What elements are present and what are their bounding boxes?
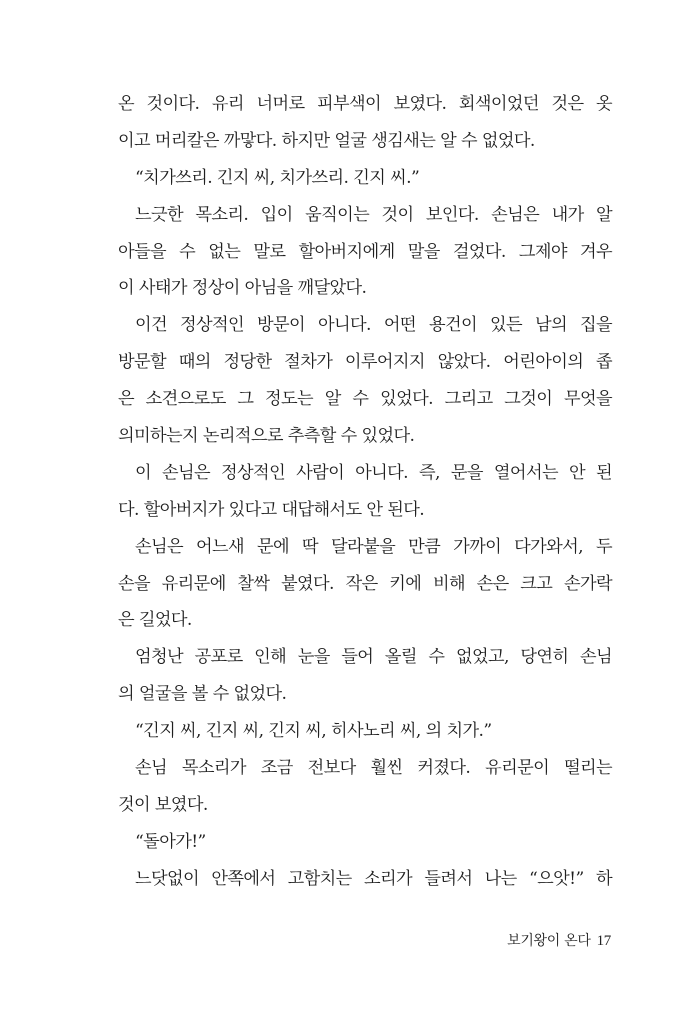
text-line: 이 손님은 정상적인 사람이 아니다. 즉, 문을 열어서는 안 된 <box>135 462 612 483</box>
text-line: 손님은 어느새 문에 딱 달라붙을 만큼 가까이 다가와서, 두 <box>135 536 612 557</box>
text-line: 손님 목소리가 조금 전보다 훨씬 커졌다. 유리문이 떨리는 <box>135 758 612 779</box>
text-line: 방문할 때의 정당한 절차가 이루어지지 않았다. 어린아이의 좁 <box>118 352 612 373</box>
text-line: 온 것이다. 유리 너머로 피부색이 보였다. 회색이었던 것은 옷 <box>118 94 612 114</box>
text-line: 은 길었다. <box>118 610 192 631</box>
text-line: 손을 유리문에 찰싹 붙였다. 작은 키에 비해 손은 크고 손가락 <box>118 573 612 594</box>
text-line: “돌아가!” <box>135 831 206 852</box>
text-line: 엄청난 공포로 인해 눈을 들어 올릴 수 없었고, 당연히 손님 <box>135 647 612 668</box>
text-line: 이건 정상적인 방문이 아니다. 어떤 용건이 있든 남의 집을 <box>135 315 612 336</box>
text-line: 것이 보였다. <box>118 794 208 815</box>
page-number: 17 <box>596 933 611 949</box>
text-line: “치가쓰리. 긴지 씨, 치가쓰리. 긴지 씨.” <box>135 167 420 188</box>
text-line: 이 사태가 정상이 아님을 깨달았다. <box>118 278 367 299</box>
text-line: 은 소견으로도 그 정도는 알 수 있었다. 그리고 그것이 무엇을 <box>118 389 612 410</box>
text-line: “긴지 씨, 긴지 씨, 긴지 씨, 히사노리 씨, 의 치가.” <box>135 721 492 742</box>
text-line: 의 얼굴을 볼 수 없었다. <box>118 684 287 705</box>
text-line: 느닷없이 안쪽에서 고함치는 소리가 들려서 나는 “으앗!” 하 <box>135 868 612 889</box>
text-line: 의미하는지 논리적으로 추측할 수 있었다. <box>118 426 415 447</box>
body-text <box>118 86 612 898</box>
running-title: 보기왕이 온다 <box>507 933 591 949</box>
text-line: 아들을 수 없는 말로 할아버지에게 말을 걸었다. 그제야 겨우 <box>118 241 612 262</box>
text-line: 느긋한 목소리. 입이 움직이는 것이 보인다. 손님은 내가 알 <box>135 204 612 225</box>
text-line: 이고 머리칼은 까맣다. 하지만 얼굴 생김새는 알 수 없었다. <box>118 130 535 151</box>
page-footer <box>507 932 611 950</box>
text-line: 다. 할아버지가 있다고 대답해서도 안 된다. <box>118 499 425 520</box>
